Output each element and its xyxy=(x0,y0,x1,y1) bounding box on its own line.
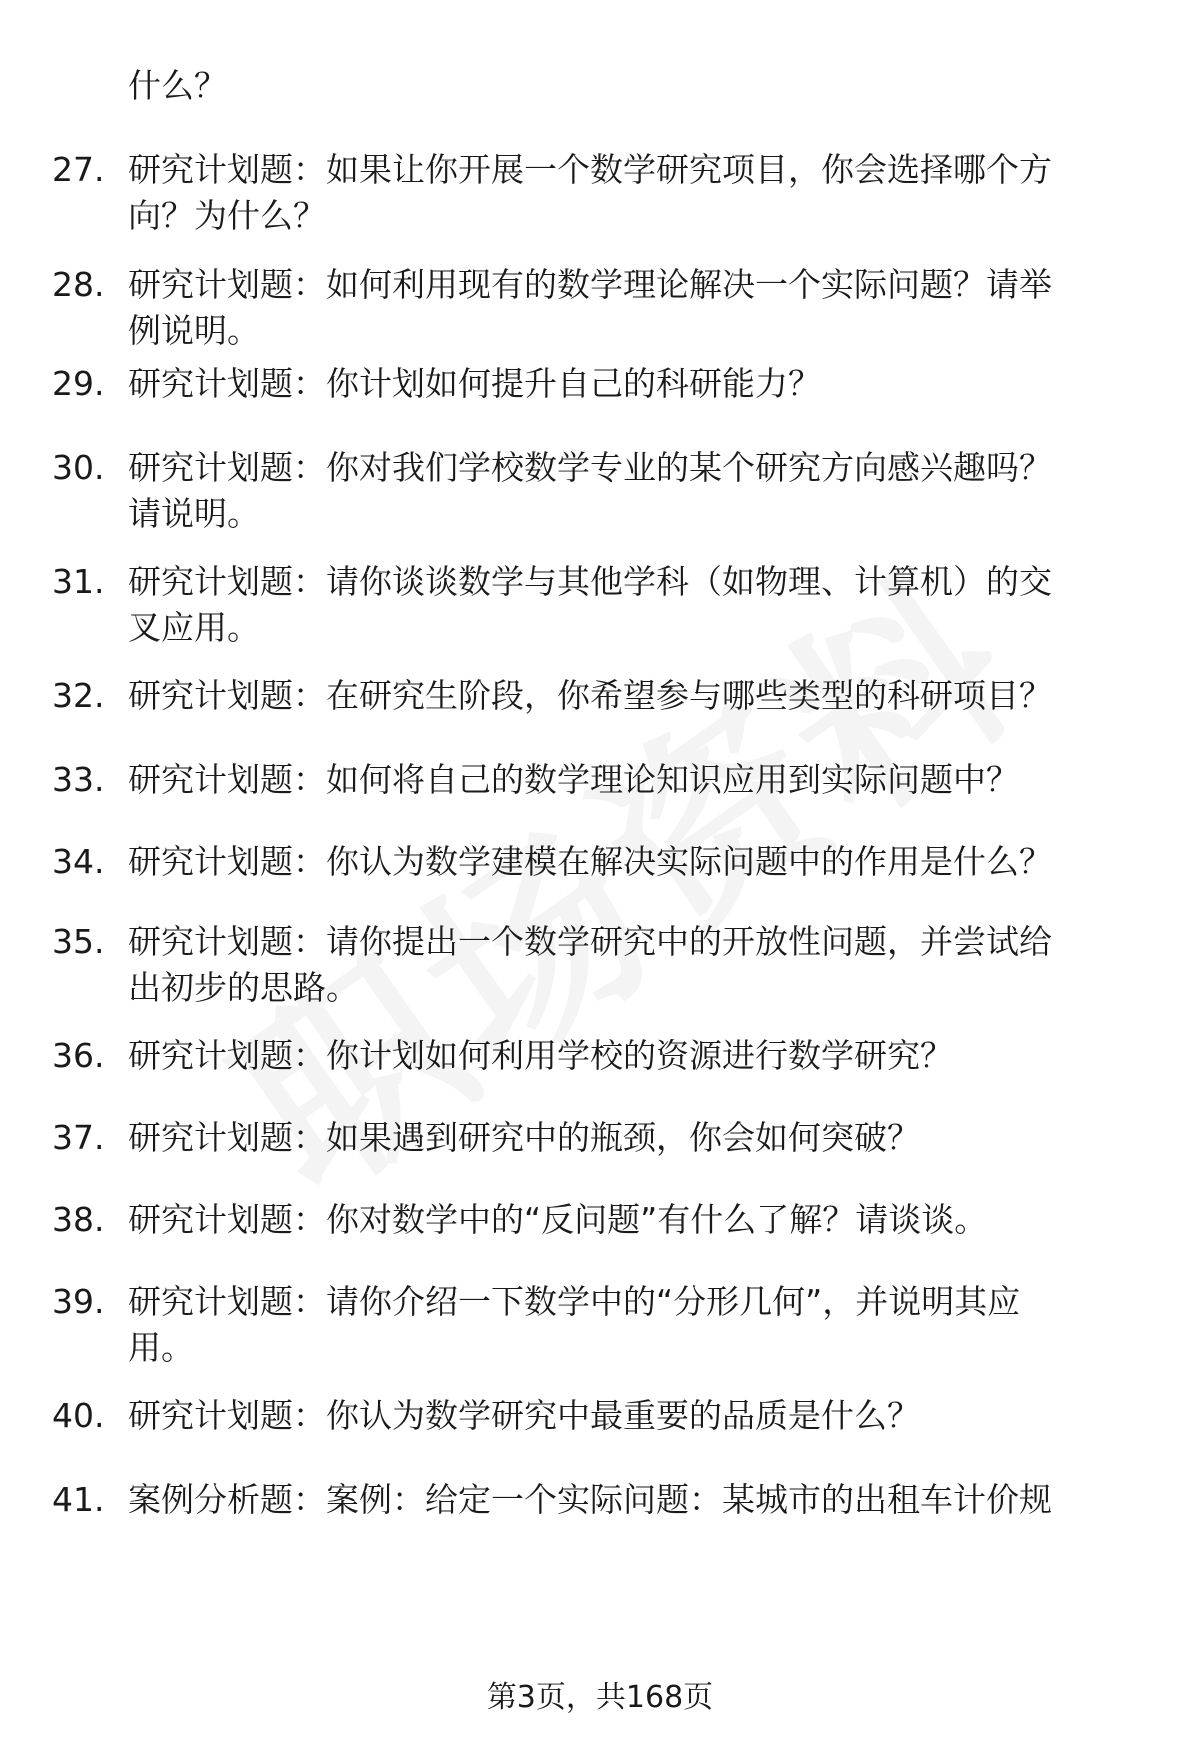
question-text-line: 研究计划题：如果遇到研究中的瓶颈，你会如何突破？ xyxy=(128,1118,920,1157)
question-text-line: 向？为什么？ xyxy=(128,196,326,235)
question-number: 34. xyxy=(52,842,105,881)
question-text-line: 研究计划题：请你提出一个数学研究中的开放性问题，并尝试给 xyxy=(128,922,1052,961)
question-number: 36. xyxy=(52,1036,105,1075)
question-number: 32. xyxy=(52,676,105,715)
question-text-line: 用。 xyxy=(128,1328,194,1367)
question-text-line: 出初步的思路。 xyxy=(128,968,359,1007)
question-text-line: 研究计划题：如何利用现有的数学理论解决一个实际问题？请举 xyxy=(128,265,1052,304)
question-number: 31. xyxy=(52,562,105,601)
question-text-line: 请说明。 xyxy=(128,494,260,533)
question-text-line: 研究计划题：你认为数学建模在解决实际问题中的作用是什么？ xyxy=(128,842,1052,881)
question-text-line: 研究计划题：如何将自己的数学理论知识应用到实际问题中？ xyxy=(128,760,1019,799)
page-footer: 第3页，共168页 xyxy=(486,1680,714,1715)
continuation-text: 什么？ xyxy=(128,66,227,105)
question-number: 28. xyxy=(52,265,105,304)
question-text-line: 例说明。 xyxy=(128,311,260,350)
question-number: 33. xyxy=(52,760,105,799)
question-text-line: 研究计划题：你认为数学研究中最重要的品质是什么？ xyxy=(128,1396,920,1435)
question-text-line: 研究计划题：请你谈谈数学与其他学科（如物理、计算机）的交 xyxy=(128,562,1052,601)
question-text-line: 研究计划题：你计划如何提升自己的科研能力？ xyxy=(128,364,821,403)
question-number: 41. xyxy=(52,1480,105,1519)
question-number: 39. xyxy=(52,1282,105,1321)
question-text-line: 叉应用。 xyxy=(128,608,260,647)
question-number: 40. xyxy=(52,1396,105,1435)
question-number: 29. xyxy=(52,364,105,403)
question-text-line: 案例分析题：案例：给定一个实际问题：某城市的出租车计价规 xyxy=(128,1480,1052,1519)
question-text-line: 研究计划题：你对我们学校数学专业的某个研究方向感兴趣吗？ xyxy=(128,448,1052,487)
question-text-line: 研究计划题：如果让你开展一个数学研究项目，你会选择哪个方 xyxy=(128,150,1052,189)
question-number: 37. xyxy=(52,1118,105,1157)
question-number: 38. xyxy=(52,1200,105,1239)
question-text-line: 研究计划题：你对数学中的“反问题”有什么了解？请谈谈。 xyxy=(128,1200,988,1239)
question-text-line: 研究计划题：你计划如何利用学校的资源进行数学研究？ xyxy=(128,1036,953,1075)
question-text-line: 研究计划题：在研究生阶段，你希望参与哪些类型的科研项目？ xyxy=(128,676,1052,715)
question-text-line: 研究计划题：请你介绍一下数学中的“分形几何”，并说明其应 xyxy=(128,1282,1021,1321)
question-number: 30. xyxy=(52,448,105,487)
question-number: 27. xyxy=(52,150,105,189)
question-number: 35. xyxy=(52,922,105,961)
